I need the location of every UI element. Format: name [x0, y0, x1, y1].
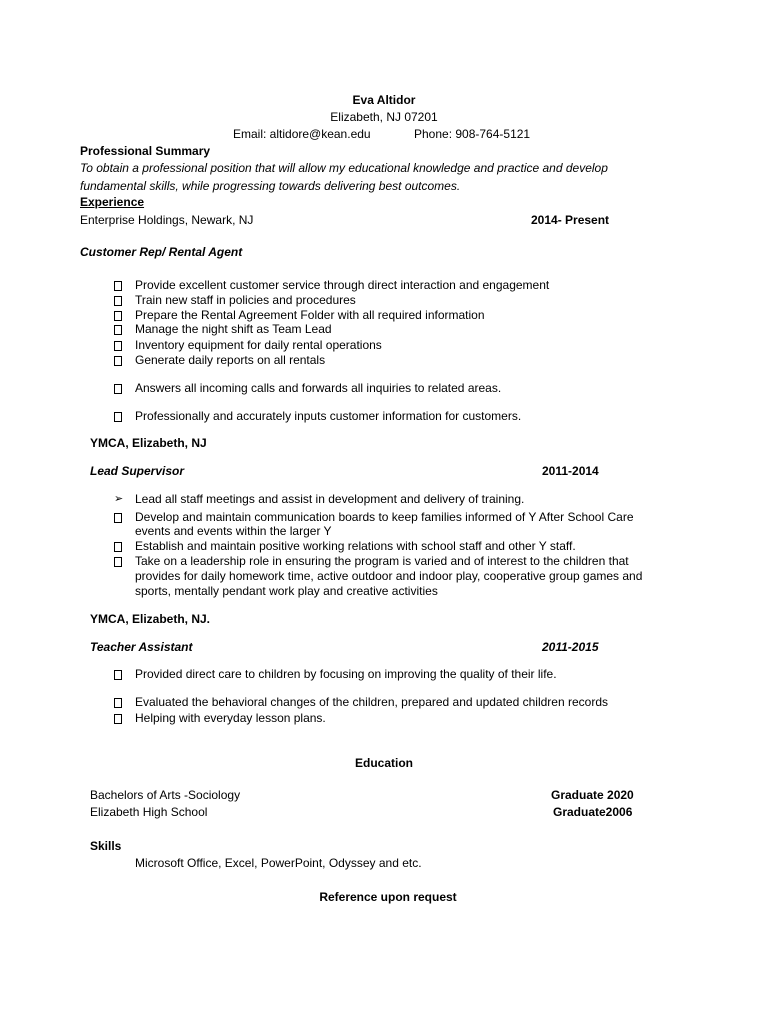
degree: Bachelors of Arts -Sociology [90, 788, 241, 802]
list-item: Generate daily reports on all rentals [135, 353, 326, 367]
list-item: Professionally and accurately inputs customer information for customers. [135, 409, 522, 423]
bullet-icon [114, 281, 122, 291]
list-item: Establish and maintain positive working relations with school staff and other Y staff. [135, 539, 576, 553]
bullet-icon [114, 296, 122, 306]
job2-employer: YMCA, Elizabeth, NJ [90, 436, 207, 450]
phone-line: Phone: 908-764-5121 [414, 127, 531, 141]
education-heading: Education [354, 756, 413, 770]
bullet-icon [114, 670, 122, 680]
job3-employer: YMCA, Elizabeth, NJ. [90, 612, 211, 626]
bullet-icon [114, 513, 122, 523]
summary-line-2: fundamental skills, while progressing towards delivering best outcomes. [80, 179, 461, 193]
list-item: Inventory equipment for daily rental operations [135, 338, 382, 352]
bullet-icon [114, 356, 122, 366]
bullet-icon [114, 542, 122, 552]
bullet-icon [114, 341, 122, 351]
address-line: Elizabeth, NJ 07201 [330, 110, 438, 124]
email-line: Email: altidore@kean.edu [233, 127, 371, 141]
job3-title: Teacher Assistant [90, 640, 193, 654]
bullet-icon [114, 714, 122, 724]
list-item-continuation: events and events within the larger Y [135, 524, 332, 538]
arrow-bullet-icon: ➢ [114, 493, 124, 505]
list-item: Lead all staff meetings and assist in development and delivery of training. [135, 492, 525, 506]
list-item: Manage the night shift as Team Lead [135, 322, 332, 336]
list-item-continuation: sports, mentally pendant work play and creative activities [135, 584, 438, 598]
summary-line-1: To obtain a professional position that will allow my educational knowledge and practice and develop [80, 161, 608, 175]
high-school: Elizabeth High School [90, 805, 208, 819]
list-item: Take on a leadership role in ensuring the program is varied and of interest to the children that [135, 554, 629, 568]
job1-employer: Enterprise Holdings, Newark, NJ [80, 213, 254, 227]
list-item-continuation: provides for daily homework time, active outdoor and indoor play, cooperative group games and [135, 569, 643, 583]
job2-dates: 2011-2014 [542, 464, 599, 478]
bullet-icon [114, 698, 122, 708]
list-item: Evaluated the behavioral changes of the children, prepared and updated children records [135, 695, 608, 709]
bullet-icon [114, 557, 122, 567]
skills-heading: Skills [90, 839, 122, 853]
candidate-name: Eva Altidor [352, 93, 416, 107]
experience-heading: Experience [80, 195, 145, 209]
job1-title: Customer Rep/ Rental Agent [80, 245, 243, 259]
bullet-icon [114, 384, 122, 394]
list-item: Prepare the Rental Agreement Folder with all required information [135, 308, 485, 322]
list-item: Provided direct care to children by focusing on improving the quality of their life. [135, 667, 557, 681]
list-item: Helping with everyday lesson plans. [135, 711, 326, 725]
list-item: Answers all incoming calls and forwards all inquiries to related areas. [135, 381, 502, 395]
list-item: Train new staff in policies and procedures [135, 293, 356, 307]
list-item: Develop and maintain communication boards to keep families informed of Y After School Care [135, 510, 634, 524]
job2-title: Lead Supervisor [90, 464, 185, 478]
list-item: Provide excellent customer service through direct interaction and engagement [135, 278, 550, 292]
reference-note: Reference upon request [319, 890, 457, 904]
job1-dates: 2014- Present [531, 213, 610, 227]
skills-text: Microsoft Office, Excel, PowerPoint, Odyssey and etc. [135, 856, 422, 870]
high-school-date: Graduate2006 [553, 805, 633, 819]
bullet-icon [114, 412, 122, 422]
bullet-icon [114, 311, 122, 321]
bullet-icon [114, 325, 122, 335]
degree-date: Graduate 2020 [551, 788, 634, 802]
summary-heading: Professional Summary [80, 144, 211, 158]
job3-dates: 2011-2015 [542, 640, 599, 654]
